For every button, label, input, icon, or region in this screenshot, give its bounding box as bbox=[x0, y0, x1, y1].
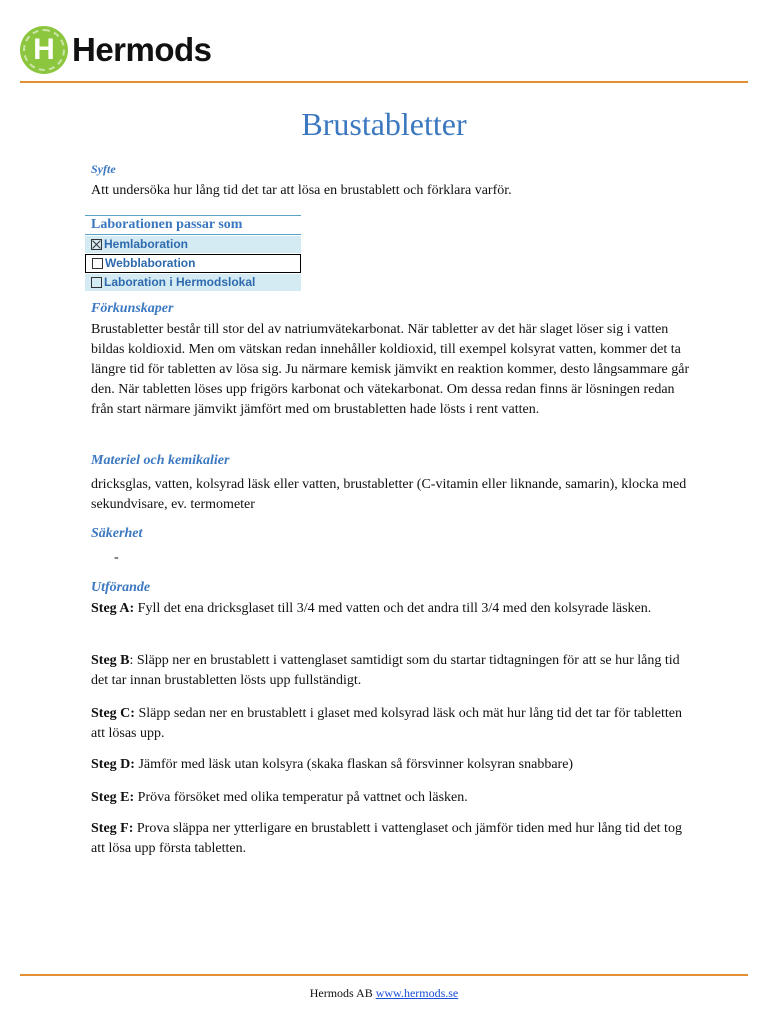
option-hemlaboration[interactable]: Hemlaboration bbox=[85, 236, 301, 253]
header-divider bbox=[20, 81, 748, 83]
hermods-logo bbox=[20, 26, 212, 74]
step-b: Steg B: Släpp ner en brustablett i vattenglaset samtidigt som du startar tidtagningen för att se hur lång tid det tar innan brustabletten lösts upp fullständigt. bbox=[91, 653, 680, 688]
sakerhet-text: - bbox=[114, 550, 119, 565]
logo-text: Hermods bbox=[72, 31, 212, 68]
forkunskaper-text: Brustabletter består till stor del av natriumvätekarbonat. När tabletter av det här slaget löser sig i vatten bildas koldioxid. Men om vätskan redan innehåller koldioxid, till exempel kolsyrat vatten, kommer det ta längre tid för tabletten av lösa sig. Ju närmare kemisk jämvikt en reaktion kommer, desto långsammare går den. När tabletten löses upp frigörs karbonat och vätekarbonat. Om dessa redan finns är lösningen redan från start närmare jämvikt jämfört med om brustabletten hade lösts i rent vatten. bbox=[91, 322, 690, 417]
page-title: Brustabletter bbox=[301, 106, 467, 142]
footer bbox=[0, 986, 768, 1001]
step-f: Steg F: Prova släppa ner ytterligare en brustablett i vattenglaset och jämför tiden med hur lång tid det tog att lösa upp första tabletten. bbox=[91, 821, 682, 856]
checked-box-icon[interactable] bbox=[91, 239, 102, 250]
unchecked-box-icon[interactable] bbox=[92, 258, 103, 269]
lab-type-table bbox=[85, 215, 301, 291]
utforande-heading: Utförande bbox=[91, 580, 151, 595]
materiel-heading: Materiel och kemikalier bbox=[91, 453, 230, 468]
step-e: Steg E: Pröva försöket med olika temperatur på vattnet och läsken. bbox=[91, 790, 468, 805]
unchecked-box-icon[interactable] bbox=[91, 277, 102, 288]
footer-divider bbox=[20, 974, 748, 976]
option-webblaboration[interactable]: Webblaboration bbox=[85, 254, 301, 273]
step-d: Steg D: Jämför med läsk utan kolsyra (skaka flaskan så försvinner kolsyran snabbare) bbox=[91, 757, 574, 772]
lab-type-header: Laborationen passar som bbox=[85, 215, 301, 235]
step-c: Steg C: Släpp sedan ner en brustablett i glaset med kolsyrad läsk och mät hur lång tid det tar för tabletten att lösas upp. bbox=[91, 706, 682, 741]
sakerhet-heading: Säkerhet bbox=[91, 526, 143, 541]
syfte-heading: Syfte bbox=[91, 162, 116, 176]
logo-badge-icon: H bbox=[20, 26, 68, 74]
forkunskaper-heading: Förkunskaper bbox=[91, 301, 174, 316]
footer-company: Hermods AB bbox=[309, 986, 373, 1000]
step-a: Steg A: Fyll det ena dricksglaset till 3/4 med vatten och det andra till 3/4 med den kolsyrade läsken. bbox=[91, 601, 652, 616]
footer-link[interactable]: www.hermods.se bbox=[375, 986, 459, 1000]
option-laboration-hermodslokal[interactable]: Laboration i Hermodslokal bbox=[85, 274, 301, 291]
syfte-text: Att undersöka hur lång tid det tar att lösa en brustablett och förklara varför. bbox=[91, 183, 512, 198]
materiel-text: dricksglas, vatten, kolsyrad läsk eller vatten, brustabletter (C-vitamin eller liknande, samarin), klocka med sekundvisare, ev. termometer bbox=[91, 477, 687, 512]
